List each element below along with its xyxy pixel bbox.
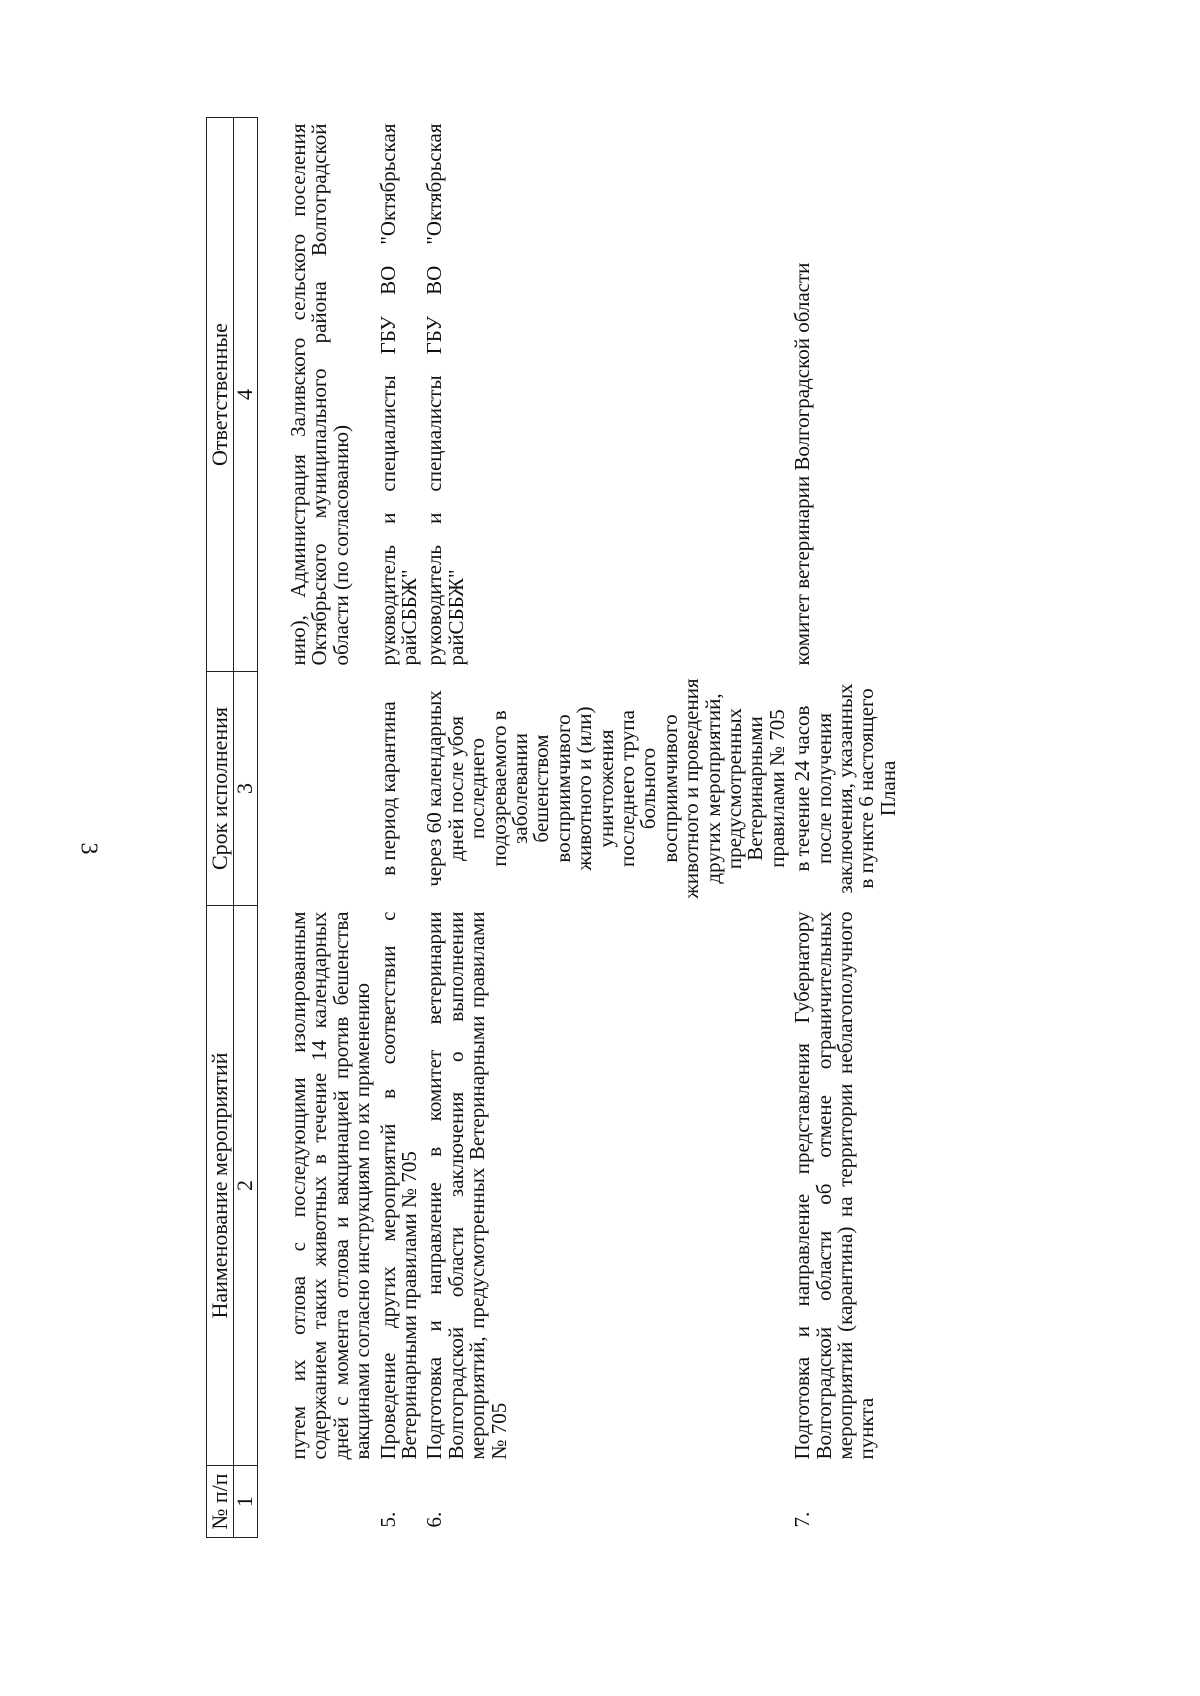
row-action: Проведение других мероприятий в соответствии с Ветеринарными правилами № 705: [375, 911, 421, 1460]
column-number: 2: [234, 906, 257, 1466]
row-action: путем их отлова с последующими изолированным содержанием таких животных в течение 14 календарных дней с момента отлова и вакцинацией против бешенства вакцинами согласно инструкциям по их применению: [285, 911, 375, 1460]
row-deadline: в период карантина: [375, 701, 400, 876]
row-action: Подготовка и направление представления Губернатору Волгоградской области об отмене ограничительных мероприятий (карантина) на территории неблагополучного пункта: [790, 911, 879, 1460]
table-row: [422, 118, 790, 1538]
row-deadline: через 60 календарных дней после убоя последнего подозреваемого в заболевании бешенством восприимчивого животного и (или) уничтожения последнего трупа больного восприимчивого животного и проведения других мероприятий, предусмотренных Ветеринарными правилами № 705: [422, 678, 789, 899]
header-deadline: Срок исполнения: [207, 672, 234, 906]
column-number: 3: [234, 672, 257, 906]
table-row: [790, 118, 901, 1538]
column-number: 4: [234, 118, 257, 672]
table-row: [286, 118, 376, 1538]
row-responsible: руководитель и специалисты ГБУ ВО "Октябрьская райСББЖ": [422, 123, 468, 666]
row-deadline: [286, 672, 376, 906]
row-number: 5.: [375, 1511, 400, 1528]
column-number: 1: [234, 1466, 257, 1538]
row-responsible: комитет ветеринарии Волгоградской области: [790, 262, 815, 666]
row-deadline: в течение 24 часов после получения заключения, указанных в пункте 6 настоящего Плана: [790, 683, 900, 894]
row-number: 7.: [790, 1511, 815, 1528]
rotated-table-container: [206, 118, 1200, 1538]
table-row: [376, 118, 423, 1538]
header-responsible: Ответственные: [207, 118, 234, 672]
row-responsible: нию), Администрация Заливского сельского поселения Октябрьского муниципального района Волгоградской области (по согласованию): [285, 123, 353, 666]
row-action: Подготовка и направление в комитет ветеринарии Волгоградской области заключения о выполнении мероприятий, предусмотренных Ветеринарными правилами № 705: [422, 911, 511, 1460]
plan-table: [206, 117, 901, 1538]
row-responsible: руководитель и специалисты ГБУ ВО "Октябрьская райСББЖ": [375, 123, 421, 666]
row-number: [286, 1466, 376, 1538]
row-number: 6.: [422, 1511, 447, 1528]
header-action: Наименование мероприятий: [207, 906, 234, 1466]
column-numbers-row: [234, 118, 257, 1538]
table-header-row: [207, 118, 234, 1538]
header-number: № п/п: [207, 1466, 234, 1538]
page-number: 3: [75, 842, 102, 855]
